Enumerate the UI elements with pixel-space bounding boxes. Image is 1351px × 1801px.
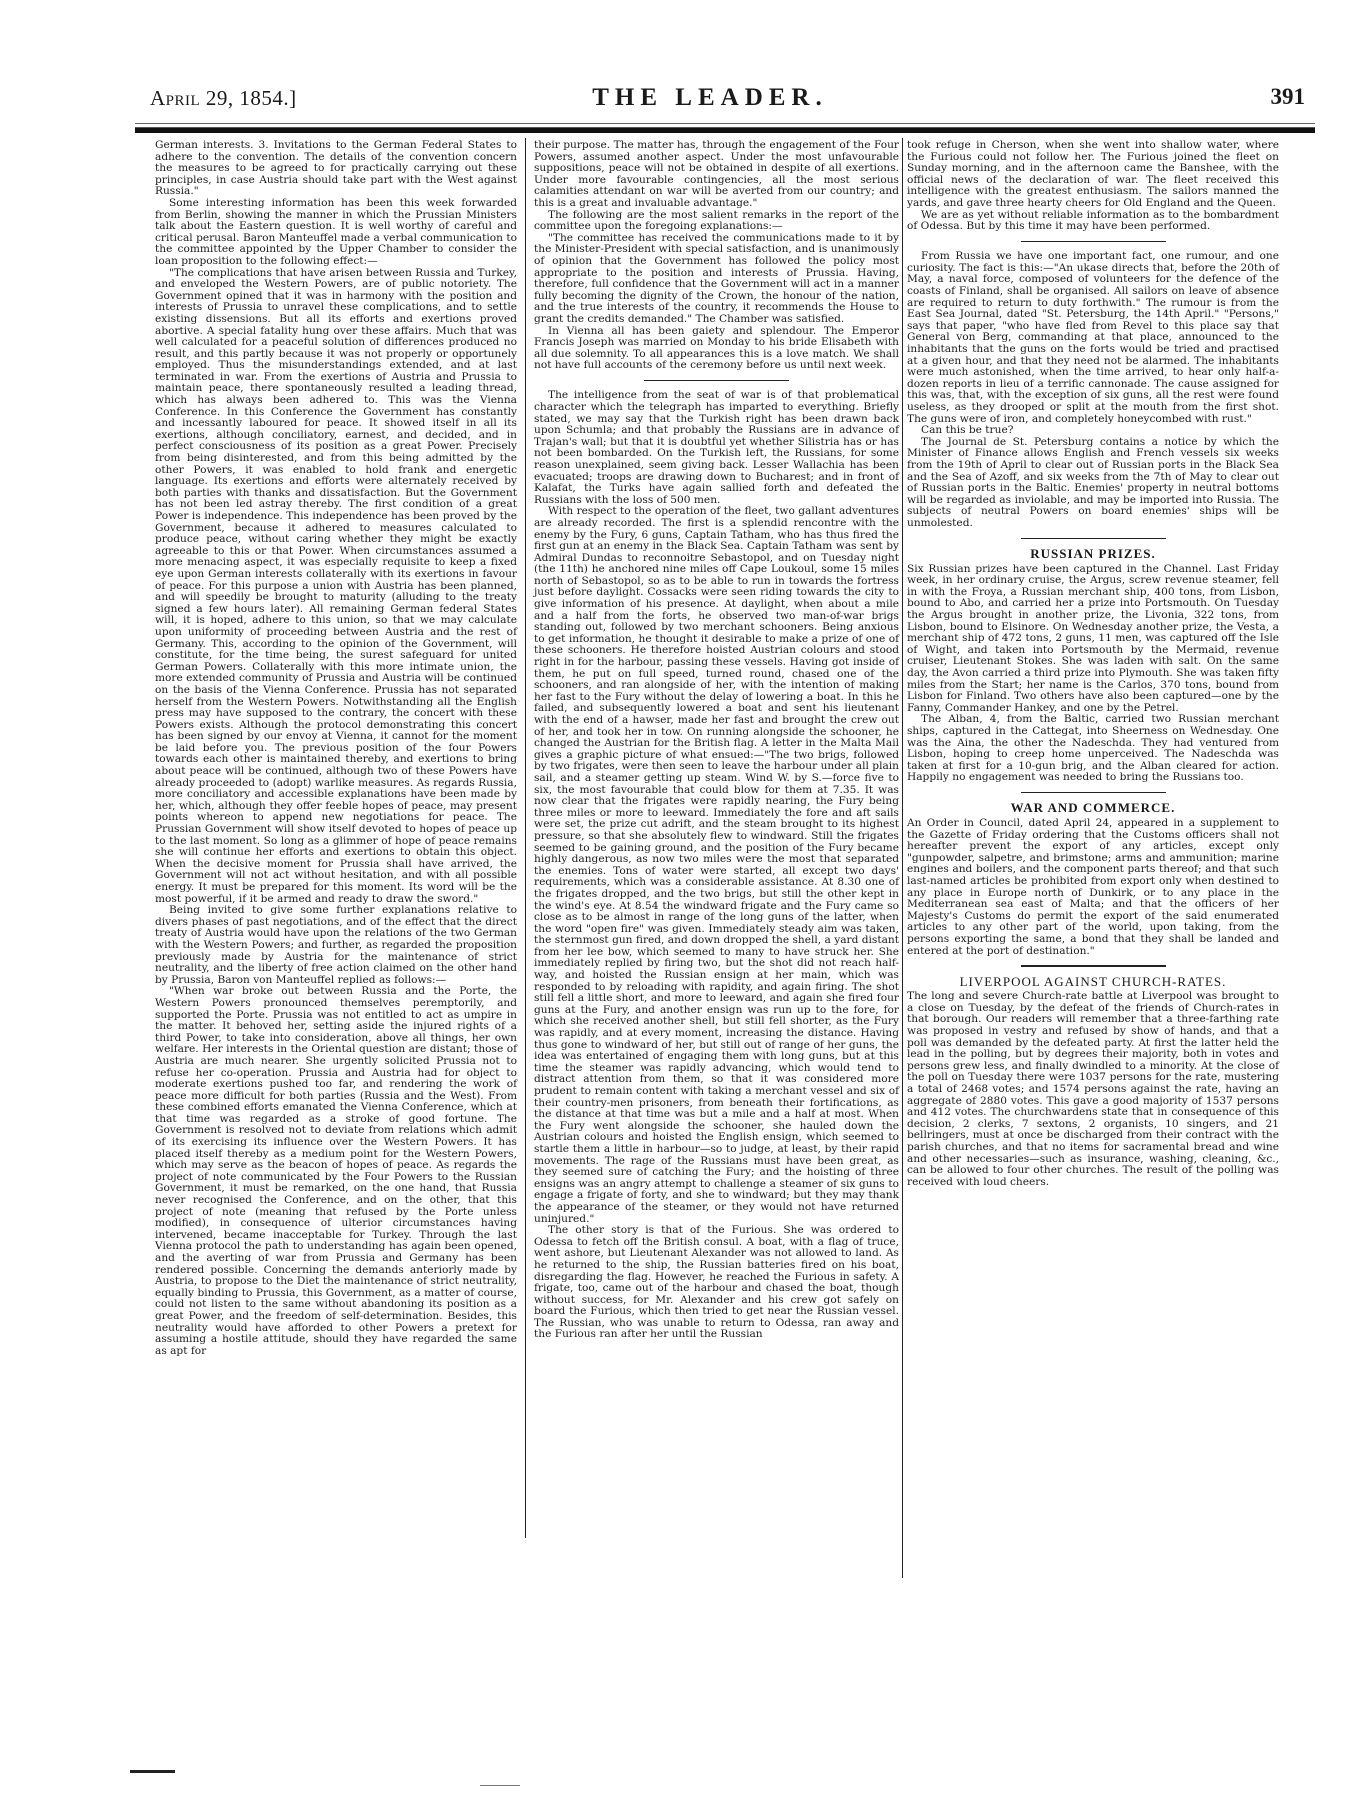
- masthead: [130, 80, 1320, 120]
- scan-edge-mark: [480, 1785, 520, 1786]
- paragraph: The Alban, 4, from the Baltic, carried two Russian merchant ships, captured in the Cattegat, into Sheerness on Wednesday. One was the Aina, the other the Nadeschda. They had ventured from Lisbon, hoping to creep home unperceived. The Nadeschda was taken at first for a 10-gun brig, and the Alban cleared for action. Happily no engagement was needed to bring the Russians too.: [907, 713, 1279, 784]
- paragraph: The other story is that of the Furious. She was ordered to Odessa to fetch off the British consul. A boat, with a flag of truce, went ashore, but Lieutenant Alexander was not allowed to land. As he returned to the ship, the Russian batteries fired on his boat, disregarding the flag. However, he reached the Furious in safety. A frigate, too, came out of the harbour and chased the boat, though without success, for Mr. Alexander and his crew got safely on board the Furious, which then tried to get near the Russian vessel. The Russian, who was unable to return to Odessa, ran away and the Furious ran after her until the Russian: [534, 1224, 899, 1341]
- issue-date: April 29, 1854.]: [150, 86, 297, 110]
- section-divider: [1021, 538, 1166, 540]
- paragraph: An Order in Council, dated April 24, appeared in a supplement to the Gazette of Friday ordering that the Customs officers shall not hereafter prevent the export of any articles, except only "gunpowder, salpetre, and brimstone; arms and ammunition; marine engines and boilers, and the component parts thereof; and that such last-named articles be prohibited from export only when destined to any place in Europe north of Dunkirk, or to any place in the Mediterranean sea east of Malta; and that the officers of her Majesty's Customs do permit the export of the said enumerated articles to any other part of the world, upon taking, from the persons exporting the same, a bond that they shall be landed and entered at the port of destination.": [907, 816, 1279, 957]
- section-divider: [1021, 792, 1166, 794]
- section-divider: [1021, 965, 1166, 967]
- paragraph: Can this be true?: [921, 424, 1014, 437]
- section-divider: [644, 380, 789, 382]
- paragraph: We are as yet without reliable information as to the bombardment of Odessa. But by this time it may have been performed.: [907, 208, 1279, 233]
- paragraph: From Russia we have one important fact, one rumour, and one curiosity. The fact is this:—"An ukase directs that, before the 20th of May, a naval force, composed of volunteers for the defence of the coasts of Finland, shall be organised. All sailors on leave of absence are required to return to duty forthwith." The rumour is from the East Sea Journal, dated "St. Petersburg, the 14th April." "Persons," says that paper, "who have fled from Revel to this place say that General von Berg, commanding at that place, announced to the inhabitants that the guns on the forts would be tried and practised at a given hour, and that they need not be alarmed. The inhabitants were much astonished, when the time arrived, to hear only half-a-dozen reports in lieu of a terrific cannonade. The cause assigned for this was, that, with the exception of six guns, all the rest were found useless, as they drooped or split at the mouth from the first shot. The guns were of iron, and completely honeycombed with rust.": [907, 250, 1279, 425]
- paragraph: took refuge in Cherson, when she went into shallow water, where the Furious could not follow her. The Furious joined the fleet on Sunday morning, and in the afternoon came the Banshee, with the official news of the declaration of war. The fleet received this intelligence with the greatest enthusiasm. The sailors manned the yards, and gave three hearty cheers for Old England and the Queen.: [907, 139, 1279, 209]
- column-left: [155, 140, 517, 1515]
- paragraph: The long and severe Church-rate battle at Liverpool was brought to a close on Tuesday, by the defeat of the friends of Church-rates in that borough. Our readers will remember that a three-farthing rate was proposed in vestry and refused by show of hands, and that a poll was demanded by the defeated party. At first the latter held the lead in the polling, but by degrees their majority, both in votes and persons grew less, and finally dwindled to a minority. At the close of the poll on Tuesday there were 1037 persons for the rate, mustering a total of 2468 votes; and 1574 persons against the rate, having an aggregate of 2880 votes. This gave a good majority of 1537 persons and 412 votes. The churchwardens state that in consequence of this decision, 2 clerks, 7 sextons, 2 organists, 10 singers, and 21 bellringers, must at once be discharged from their contract with the parish churches, and that no items for sacramental bread and wine and other necessaries—such as insurance, washing, cleaning, &c., can be allowed to four other churches. The result of the polling was received with loud cheers.: [907, 990, 1279, 1188]
- paragraph: German interests. 3. Invitations to the German Federal States to adhere to the convention. The details of the convention concern the measures to be agreed to for practically carrying out these principles, in case Austria should take part with the West against Russia.": [155, 139, 517, 198]
- paragraph: In Vienna all has been gaiety and splendour. The Emperor Francis Joseph was married on Monday to his bride Elisabeth with all due solemnity. To all appearances this is a love match. We shall not have full accounts of the ceremony before us until next week.: [534, 324, 899, 372]
- paragraph: "The committee has received the communications made to it by the Minister-President with special satisfaction, and is unanimously of opinion that the Government has followed the policy most appropriate to the position and interests of Prussia. Having, therefore, full confidence that the Government will act in a manner fully becoming the dignity of the Crown, the honour of the nation, and the true interests of the country, it recommends the House to grant the credits demanded." The Chamber was satisfied.: [534, 231, 899, 325]
- column-rule: [902, 138, 903, 1578]
- masthead-rule: [135, 127, 1315, 133]
- paragraph: The Journal de St. Petersburg contains a notice by which the Minister of Finance allows English and French vessels six weeks from the 19th of April to clear out of Russian ports in the Black Sea and the Sea of Azoff, and six weeks from the 7th of May to clear out of Russian ports in the Baltic. Enemies' property in neutral bottoms will be regarded as inviolable, and may be imported into Russia. The subjects of neutral Powers on board enemies' ships will be unmolested.: [907, 435, 1279, 529]
- paragraph: "When war broke out between Russia and the Porte, the Western Powers pronounced themselves peremptorily, and supported the Porte. Prussia was not entitled to act as umpire in the matter. It behoved her, setting aside the injured rights of a third Power, to take into consideration, above all things, her own welfare. Her interests in the Oriental question are distant; those of Austria are much nearer. She urgently solicited Prussia not to refuse her co-operation. Prussia and Austria had for object to moderate exertions pushed too far, and rendering the work of peace more difficult for both parties (Russia and the West). From these combined efforts emanated the Vienna Conference, which at that time was regarded as a stroke of good fortune. The Government is resolved not to deviate from relations which admit of its exercising its influence over the Western Powers. It has placed itself thereby as a medium point for the Western Powers, which may serve as the beacon of hopes of peace. As regards the project of note communicated by the Four Powers to the Russian Government, it must be remarked, on the one hand, that Russia never recognised the Conference, and on the other, that this project of note (meaning that refused by the Porte unless modified), in consequence of ulterior circumstances having intervened, became inacceptable for Turkey. Through the last Vienna protocol the path to understanding has again been opened, and the averting of war from Prussia and Germany has been rendered possible. Concerning the demands anteriorly made by Austria, to propose to the Diet the maintenance of strict neutrality, equally binding to Prussia, this Government, as a matter of course, could not listen to the same without abandoning its position as a great Power, and the freedom of self-determination. Besides, this neutrality would have afforded to other Powers a pretext for assuming a hostile attitude, should they have regarded the same as apt for: [155, 985, 517, 1357]
- page-number: 391: [1270, 84, 1305, 109]
- paragraph: "The complications that have arisen between Russia and Turkey, and enveloped the Western Powers, are of public notoriety. The Government opined that it was in harmony with the position and interests of Prussia to unravel these complications, and to settle existing dissensions. But all its efforts and exertions proved abortive. A special fatality hung over these affairs. Much that was well calculated for a peaceful solution of differences produced no result, and this partly because it was not properly or opportunely employed. Thus the misunderstandings extended, and at last terminated in war. From the exertions of Austria and Prussia to maintain peace, there spontaneously resulted a leading thread, which has always been adhered to. This was the Vienna Conference. In this Conference the Government has constantly and incessantly laboured for peace. It showed itself in all its exertions, although conciliatory, earnest, and decided, and in perfect consciousness of its position as a great Power. Precisely from being disinterested, and from this being admitted by the other Powers, it was enabled to hold frank and energetic language. Its exertions and efforts were alternately received by both parties with thanks and dissatisfaction. But the Government has not been led astray thereby. The first condition of a great Power is independence. This independence has been proved by the Government, because it adhered to measures calculated to produce peace, without caring whether they might be exactly agreeable to this or that Power. When circumstances assumed a more menacing aspect, it was especially requisite to keep a fixed eye upon German interests collaterally with its exertions in favour of peace. For this purpose a union with Austria has been planned, and will speedily be brought to maturity (alluding to the treaty signed a few hours later). All remaining German federal States will, it is hoped, adhere to this union, so that we may calculate upon uniformity of proceeding between Austria and the rest of Germany. This, according to the opinion of the Government, will constitute, for the time being, the surest safeguard for united German Powers. Collaterally with this more intimate union, the more extended community of Prussia and Austria will be continued on the basis of the Vienna Conference. Prussia has not separated herself from the Western Powers. Notwithstanding all the English press may have supposed to the contrary, the concert with these Powers exists. Although the protocol demonstrating this concert has been signed by our envoy at Vienna, it cannot for the moment be laid before you. The previous position of the four Powers towards each other is maintained thereby, and exertions to bring about peace will be continued, although two of these Powers have already proceeded to (adopt) warlike measures. As regards Russia, more conciliatory and accessible explanations have been made by her, which, although they offer feeble hopes of peace, may present points whereon to append new negotiations for peace. The Prussian Government will show itself devoted to hopes of peace up to the last moment. So long as a glimmer of hope of peace remains she will continue her efforts and exertions to obtain this object. When the decisive moment for Prussia shall have arrived, the Government will not act without hesitation, and with all possible energy. It must be prepared for this moment. Its word will be the most powerful, if it be armed and ready to draw the sword.": [155, 266, 517, 905]
- column-middle: [534, 140, 899, 1565]
- section-heading-liverpool-church-rates: LIVERPOOL AGAINST CHURCH-RATES.: [959, 973, 1227, 989]
- section-heading-war-and-commerce: WAR AND COMMERCE.: [1010, 800, 1176, 816]
- newspaper-title: THE LEADER.: [592, 84, 828, 111]
- paragraph: Six Russian prizes have been captured in the Channel. Last Friday week, in her ordinary cruise, the Argus, screw revenue steamer, fell in with the Froya, a Russian merchant ship, 400 tons, from Lisbon, bound to Abo, and carried her a prize into Portsmouth. On Tuesday the Argus brought in another prize, the Livonia, 322 tons, from Lisbon, bound to Elsinore. On Wednesday another prize, the Vesta, a merchant ship of 472 tons, 2 guns, 11 men, was captured off the Isle of Wight, and taken into Portsmouth by the Mermaid, revenue cruiser, Lieutenant Stokes. She was laden with salt. On the same day, the Avon carried a third prize into Plymouth. She was taken fifty miles from the Start; her name is the Carlos, 370 tons, bound from Lisbon for Finland. Two others have also been captured—one by the Fanny, Commander Hankey, and one by the Petrel.: [907, 562, 1279, 714]
- paragraph: With respect to the operation of the fleet, two gallant adventures are already recorded. The first is a splendid rencontre with the enemy by the Fury, 6 guns, Captain Tatham, who has thus fired the first gun at an enemy in the Black Sea. Captain Tatham was sent by Admiral Dundas to reconnoitre Sebastopol, and on Tuesday night (the 11th) he anchored nine miles off Cape Loukoul, some 15 miles north of Sebastopol, so as to be able to run in towards the fortress just before daylight. Cossacks were seen riding towards the city to give information of his presence. At daylight, when about a mile and a half from the forts, he observed two man-of-war brigs standing out, followed by two merchant schooners. Being anxious to get information, he thought it desirable to make a prize of one of these schooners. He therefore hoisted Austrian colours and stood right in for the harbour, passing these vessels. Having got inside of them, he put on full speed, turned round, chased one of the schooners, and ran alongside of her, with the intention of making her fast to the Fury without the delay of lowering a boat. In this he failed, and subsequently lowered a boat and sent his lieutenant with the end of a hawser, made her fast and brought the crew out of her, and took her in tow. On running alongside the schooner, he changed the Austrian for the British flag. A letter in the Malta Mail gives a graphic picture of what ensued:—"The two brigs, followed by two frigates, were then seen to leave the harbour under all plain sail, and a steamer getting up steam. Wind W. by S.—force five to six, the most favourable that could blow for them at 7.35. It was now clear that the frigates were rapidly nearing, the Fury being three miles or more to leeward. Immediately the fore and aft sails were set, the prize cut adrift, and the steam brought to its highest pressure, so that she absolutely flew to windward. Still the frigates seemed to be gaining ground, and the position of the Fury became highly dangerous, as now two miles were the most that separated the enemies. Tons of water were started, all except two days' requirements, which was a considerable assistance. At 8.30 one of the frigates dropped, and the two brigs, but still the other kept in the wind's eye. At 8.54 the windward frigate and the Fury came so close as to be almost in range of the long guns of the latter, when the word "open fire" was given. Immediately steady aim was taken, the sternmost gun fired, and down dropped the shell, a yard distant from her lee bow, which seemed to many to have struck her. She immediately replied by firing two, but the shot did not reach half-way, and hoisted the Russian ensign at her main, which was responded to by reloading with rapidity, and again firing. The shot still fell a little short, and more to leeward, and again she fired four guns at the Fury, and another ensign was run up to the fore, for which she received another shell, but still fell shorter, as the Fury was rapidly, and at every moment, increasing the distance. Having thus gone to windward of her, but still out of range of her guns, the idea was entertained of engaging them with long guns, but at this time the steamer was rapidly advancing, which would tend to distract attention from them, so that it was considered more prudent to remain content with taking a merchant vessel and six of their country-men prisoners, from beneath their fortifications, as the distance at that time was but a mile and a half at most. When the Fury went alongside the schooner, she hauled down the Austrian colours and hoisted the English ensign, which seemed to startle them a little in harbour—so to judge, at least, by their rapid movements. The rage of the Russians must have been great, as they seemed sure of catching the Fury; and the hoisting of three ensigns was an angry attempt to challenge a steamer of six guns to engage a frigate of forty, and she to windward; but they may thank the appearance of the steamer, or they would not have returned uninjured.": [534, 505, 899, 1225]
- scan-edge-mark: [130, 1770, 175, 1773]
- section-heading-russian-prizes: RUSSIAN PRIZES.: [1030, 546, 1156, 561]
- paragraph: The following are the most salient remarks in the report of the committee upon the foregoing explanations:—: [534, 208, 899, 233]
- paragraph: The intelligence from the seat of war is of that problematical character which the telegraph has imparted to everything. Briefly stated, we may say that the Turkish right has been drawn back upon Schumla; and that probably the Russians are in advance of Trajan's wall; but that it is doubtful yet whether Silistria has or has not been bombarded. On the Turkish left, the Russians, for some reason unexplained, seem giving back. Lesser Wallachia has been evacuated; troops are drawing down to Bucharest; and in front of Kalafat, the Turks have again sallied forth and defeated the Russians with the loss of 500 men.: [534, 389, 899, 506]
- paragraph: Being invited to give some further explanations relative to divers phases of past negotiations, and of the effect that the direct treaty of Austria would have upon the relations of the two German with the Western Powers; and further, as regarded the proposition previously made by Austria for the maintenance of strict neutrality, and the liberty of free action claimed on the other hand by Prussia, Baron von Manteuffel replied as follows:—: [155, 904, 517, 986]
- paragraph: their purpose. The matter has, through the engagement of the Four Powers, assumed another aspect. Under the most unfavourable suppositions, peace will not be obtained in despite of all exertions. Under more favourable contingencies, all the most serious calamities attendant on war will be averted from our country; and this is a great and invaluable advantage.": [534, 139, 899, 209]
- paragraph: Some interesting information has been this week forwarded from Berlin, showing the manner in which the Prussian Ministers talk about the Eastern question. It is well worthy of careful and critical perusal. Baron Manteuffel made a verbal communication to the committee appointed by the Upper Chamber to consider the loan proposition to the following effect:—: [155, 196, 517, 267]
- column-rule: [525, 138, 526, 1538]
- section-divider: [1021, 241, 1166, 243]
- column-right: [907, 140, 1279, 1640]
